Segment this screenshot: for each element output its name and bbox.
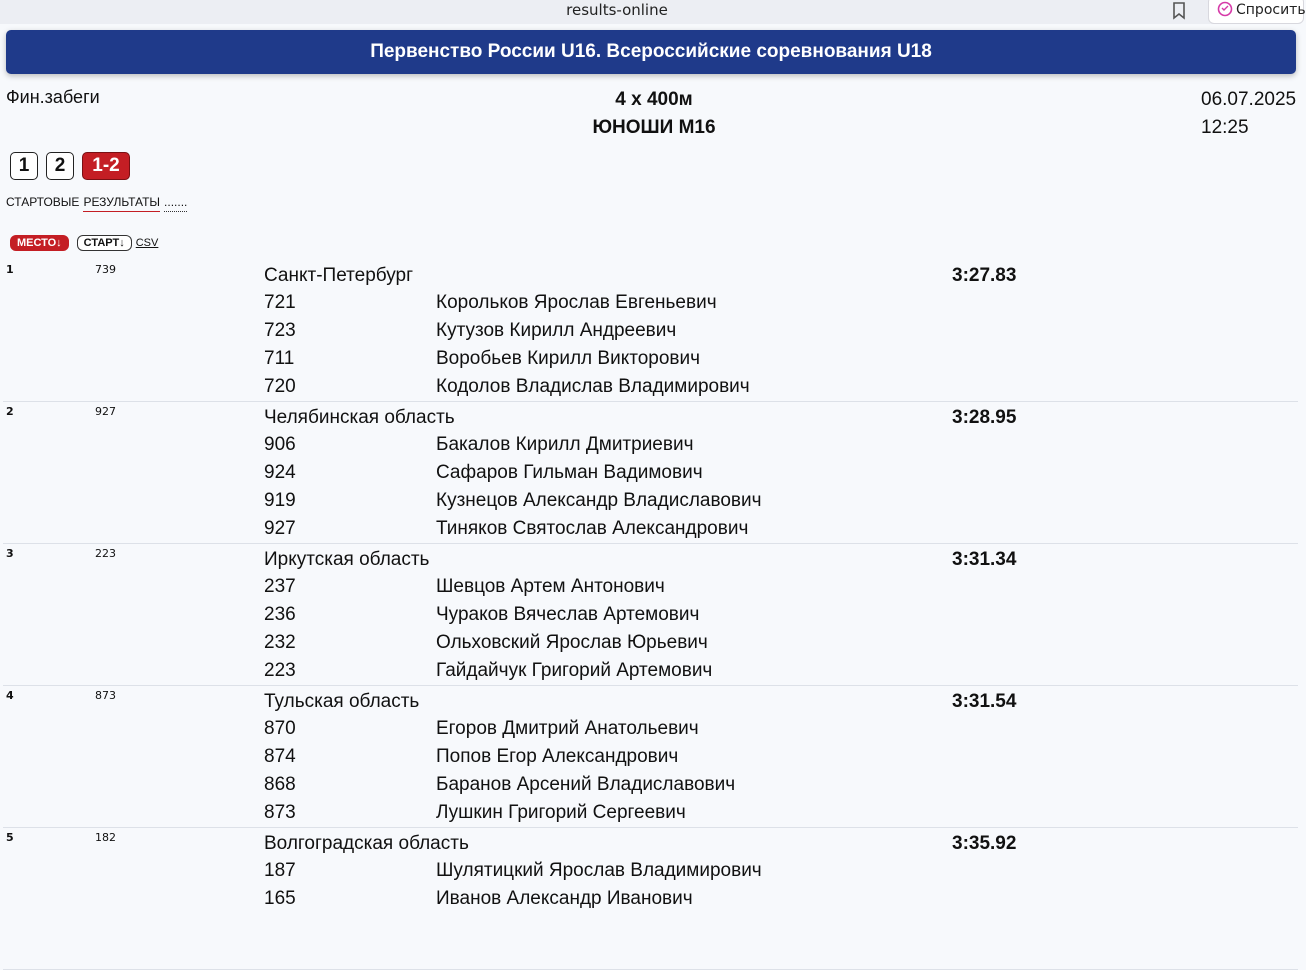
ask-assistant-button[interactable]: [1208, 0, 1304, 24]
member-bib: 723: [264, 320, 296, 341]
member-bib: 223: [264, 660, 296, 681]
team-bib: 739: [95, 263, 116, 276]
heat-button-2[interactable]: 2: [46, 152, 74, 180]
member-bib: 868: [264, 774, 296, 795]
member-bib: 720: [264, 376, 296, 397]
member-name: Чураков Вячеслав Артемович: [436, 604, 700, 625]
member-name: Шевцов Артем Антонович: [436, 576, 665, 597]
heat-button-combined[interactable]: 1-2: [82, 152, 130, 180]
event-title: [504, 86, 804, 142]
team-region: Иркутская область: [264, 549, 430, 570]
member-name: Ольховский Ярослав Юрьевич: [436, 632, 708, 653]
member-name: Кутузов Кирилл Андреевич: [436, 320, 677, 341]
assistant-icon: [1217, 1, 1233, 17]
member-name: Гайдайчук Григорий Артемович: [436, 660, 713, 681]
results-list: [3, 260, 1298, 970]
member-bib: 919: [264, 490, 296, 511]
member-name: Шулятицкий Ярослав Владимирович: [436, 860, 762, 881]
team-time: 3:31.54: [952, 691, 1017, 712]
csv-export-link[interactable]: CSV: [135, 237, 159, 249]
relay-member: [264, 857, 762, 885]
sort-by-place-button[interactable]: МЕСТО↓: [10, 235, 69, 251]
member-name: Бакалов Кирилл Дмитриевич: [436, 434, 694, 455]
team-region: Челябинская область: [264, 407, 455, 428]
place-number: 1: [6, 263, 14, 276]
team-bib: 927: [95, 405, 116, 418]
relay-member: [264, 629, 708, 657]
member-bib: 711: [264, 348, 295, 369]
member-bib: 873: [264, 802, 296, 823]
member-bib: 721: [264, 292, 296, 313]
member-name: Кузнецов Александр Владиславович: [436, 490, 762, 511]
team-region: Санкт-Петербург: [264, 265, 414, 286]
team-time: 3:28.95: [952, 407, 1017, 428]
event-category: ЮНОШИ М16: [592, 117, 716, 138]
member-bib: 236: [264, 604, 296, 625]
event-date: 06.07.2025: [1201, 89, 1297, 110]
stage-label: Фин.забеги: [6, 87, 100, 107]
team-time: 3:31.34: [952, 549, 1017, 570]
member-bib: 870: [264, 718, 296, 739]
member-name: Попов Егор Александрович: [436, 746, 679, 767]
result-row: [3, 260, 1298, 402]
tab-start-list[interactable]: СТАРТОВЫЕ: [6, 195, 80, 209]
site-address[interactable]: results-online: [566, 1, 668, 19]
place-number: 4: [6, 689, 14, 702]
member-name: Баранов Арсений Владиславович: [436, 774, 736, 795]
member-name: Сафаров Гильман Вадимович: [436, 462, 703, 483]
member-name: Воробьев Кирилл Викторович: [436, 348, 701, 369]
event-name: 4 х 400м: [615, 89, 693, 110]
team-time: 3:35.92: [952, 833, 1017, 854]
member-name: Корольков Ярослав Евгеньевич: [436, 292, 717, 313]
member-name: Лушкин Григорий Сергеевич: [436, 802, 686, 823]
relay-member: [264, 743, 678, 771]
relay-member: [264, 487, 762, 515]
team-time: 3:27.83: [952, 265, 1017, 286]
member-bib: 237: [264, 576, 296, 597]
member-name: Егоров Дмитрий Анатольевич: [436, 718, 699, 739]
result-row: [3, 828, 1298, 970]
competition-banner: Первенство России U16. Всероссийские соревнования U18: [6, 30, 1296, 74]
member-bib: 924: [264, 462, 296, 483]
member-bib: 874: [264, 746, 296, 767]
bookmark-icon[interactable]: [1172, 2, 1188, 20]
member-bib: 906: [264, 434, 296, 455]
team-bib: 223: [95, 547, 116, 560]
relay-member: [264, 317, 676, 345]
relay-member: [264, 459, 703, 487]
place-number: 2: [6, 405, 14, 418]
heat-button-1[interactable]: 1: [10, 152, 38, 180]
place-number: 3: [6, 547, 14, 560]
result-row: [3, 402, 1298, 544]
tab-results[interactable]: РЕЗУЛЬТАТЫ: [83, 195, 160, 212]
member-bib: 232: [264, 632, 296, 653]
team-region: Волгоградская область: [264, 833, 469, 854]
heat-selector: [10, 152, 130, 180]
member-name: Кодолов Владислав Владимирович: [436, 376, 750, 397]
relay-member: [264, 431, 693, 459]
view-tabs: [6, 195, 191, 212]
member-bib: 187: [264, 860, 296, 881]
result-row: [3, 544, 1298, 686]
relay-member: [264, 885, 693, 913]
result-row: [3, 686, 1298, 828]
browser-top-bar: [0, 0, 1306, 24]
relay-member: [264, 289, 717, 317]
ask-label: Спросить: [1236, 2, 1306, 18]
event-datetime: [1201, 86, 1296, 142]
relay-member: [264, 345, 700, 373]
relay-member: [264, 771, 735, 799]
member-name: Тиняков Святослав Александрович: [436, 518, 749, 539]
team-bib: 182: [95, 831, 116, 844]
relay-member: [264, 715, 699, 743]
sort-by-start-button[interactable]: СТАРТ↓: [77, 235, 132, 251]
team-region: Тульская область: [264, 691, 420, 712]
member-bib: 927: [264, 518, 296, 539]
tab-more[interactable]: .......: [164, 195, 187, 212]
relay-member: [264, 799, 686, 827]
sort-controls: [10, 235, 158, 251]
relay-member: [264, 573, 665, 601]
relay-member: [264, 515, 748, 543]
place-number: 5: [6, 831, 14, 844]
event-time: 12:25: [1201, 117, 1249, 138]
member-bib: 165: [264, 888, 296, 909]
relay-member: [264, 601, 699, 629]
team-bib: 873: [95, 689, 116, 702]
member-name: Иванов Александр Иванович: [436, 888, 693, 909]
relay-member: [264, 373, 750, 401]
relay-member: [264, 657, 712, 685]
